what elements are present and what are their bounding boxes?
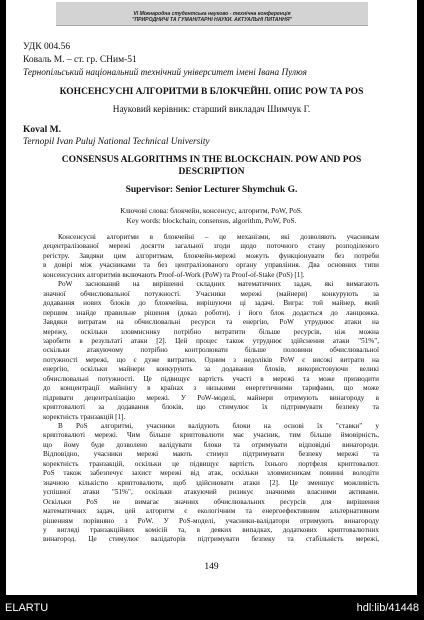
supervisor-en: Supervisor: Senior Lecturer Shymchuk G. bbox=[125, 185, 298, 195]
body-line: PoW заснований на вирішенні складних математичних задач, які вимагають bbox=[58, 280, 379, 289]
body-line: у вигляді транзакційних комісій та, в деяких випадках, додаткових криптовалютних bbox=[43, 525, 379, 534]
body-line: заробити в результаті атаки [2]. Цей процес також утруднює здійснення атаки "51%", bbox=[43, 336, 379, 345]
body-line: коректність транзакцій, оскільки це підвищує вартість їхнього портфеля криптовалют. bbox=[43, 459, 379, 468]
body-line: підривати децентралізацію мережі. У PoW-моделі, майнери отримують винагороду в bbox=[43, 393, 379, 402]
author-en: Koval M. bbox=[23, 125, 61, 135]
body-line: консенсусних алгоритмів включають Proof-of-Work (PoW) та Proof-of-Stake (PoS) [1]. bbox=[43, 270, 305, 279]
conference-header bbox=[56, 2, 368, 26]
body-line: Завдяки витратам на обчислювальні ресурси та енергію, PoW утруднює атаки на bbox=[43, 318, 379, 327]
body-line: децентралізованої мережі досягти загальної згоди щодо поточного стану розподіленого bbox=[43, 242, 379, 251]
conference-subtitle: "ПРИРОДНИЧІ ТА ГУМАНІТАРНІ НАУКИ. АКТУАЛЬНІ ПИТАННЯ" bbox=[132, 17, 292, 23]
body-line: мережу, оскільки зловмиснику потрібно витратити більше ресурсів, ніж можна bbox=[43, 327, 379, 336]
title-en-line1: CONSENSUS ALGORITHMS IN THE BLOCKCHAIN. POW AND POS bbox=[61, 155, 362, 165]
body-line: В PoS алгоритмі, учасники валідують блоки на основі їх "ставки" у bbox=[58, 422, 379, 430]
body-line: математичних задач, цей алгоритм є екологічним та енергоефективним альтернативним bbox=[43, 507, 379, 516]
footer-bar bbox=[0, 595, 424, 620]
body-line: рішенням порівняно з PoW. У PoS-моделі, учасники-валідатори отримують винагороду bbox=[43, 516, 379, 525]
title-en-line2: DESCRIPTION bbox=[178, 167, 245, 177]
document-page bbox=[6, 0, 417, 595]
body-line: обчислювальні потужності. Це підвищує вартість участі в мережі та може призводити bbox=[43, 374, 379, 383]
body-line: до концентрації майнінгу в країнах з низькими енергетичними тарифами, що може bbox=[43, 384, 379, 393]
conference-name: VI Міжнародна студентська науково - технічна конференція bbox=[133, 11, 291, 17]
body-line: Консенсусні алгоритми в блокчейні – це механізми, які дозволяють учасникам bbox=[58, 233, 379, 241]
body-line: винагород. Це стимулює валідаторів підтримувати безпеку та стабільність мережі, bbox=[43, 535, 379, 544]
body-line: коректність транзакцій [1]. bbox=[43, 412, 126, 421]
body-line: регістру. Завдяки цим алгоритмам, блокчейн-мережі можуть функціонувати без потреби bbox=[43, 251, 379, 260]
body-line: Оскільки PoS не вимагає значних обчислювальних ресурсів для вирішення bbox=[43, 497, 379, 506]
body-line: значної обчислювальної потужності. Учасники мережі (майнери) конкурують за bbox=[43, 289, 379, 298]
body-line: оскільки атакуючому потрібно контролювати більше половини обчислювальної bbox=[43, 346, 379, 355]
repository-name: ELARTU bbox=[5, 602, 49, 614]
affiliation-ua: Тернопільський національний технічний університет імені Івана Пулюя bbox=[23, 68, 307, 78]
body-line: PoS також забезпечує захист мережі від атак, оскільки зловмисникам повинні володіти bbox=[43, 469, 379, 478]
title-ua: КОНСЕНСУСНІ АЛГОРИТМИ В БЛОКЧЕЙНІ. ОПИС POW ТА POS bbox=[59, 87, 364, 97]
body-line: що йому буде дозволено валідувати блоки та отримувати відповідні винагороди. bbox=[43, 440, 379, 449]
affiliation-en: Ternopil Ivan Puluj National Technical University bbox=[23, 137, 210, 147]
body-line: криптовалюті за додавання блоків, що стимулює їх підтримувати безпеку та bbox=[43, 403, 379, 412]
page-number: 149 bbox=[204, 562, 219, 572]
keywords-ua: Ключові слова: блокчейн, консенсус, алгоритм, PoW, PoS. bbox=[120, 206, 303, 215]
body-line: додавання нових блоків до блокчейна, вирішуючи ці задачі. Вигра: той майнер, який bbox=[43, 299, 379, 308]
body-line: успішної атаки "51%", оскільки атакуючий ризикує значними власними активами. bbox=[43, 488, 379, 497]
author-ua: Коваль М. – ст. гр. СНим-51 bbox=[23, 55, 137, 65]
udc-code: УДК 004.56 bbox=[23, 42, 71, 52]
body-line: енергію, оскільки майнери конкурують за додавання блоків, використовуючи великі bbox=[43, 365, 379, 374]
body-line: значною кількістю криптовалюти, щоб здійснювати атаки [2]. Це зменшує можливість bbox=[43, 478, 379, 487]
keywords-en: Key words: blockchain, consensus, algorithm, PoW, PoS. bbox=[126, 216, 297, 225]
supervisor-ua: Науковий керівник: старший викладач Шимчук Г. bbox=[112, 105, 311, 115]
body-line: Відповідно, учасники мережі мають стимул підтримувати безпеку мережі та bbox=[43, 450, 379, 459]
handle-id: hdl:lib/41448 bbox=[356, 602, 419, 614]
body-line: криптовалюті мережі. Чим більше криптовалюти має учасник, тим більше ймовірність, bbox=[43, 431, 379, 440]
body-line: потужності мережі, що є дуже витратно. Одним з недоліків PoW є високі витрати на bbox=[43, 355, 379, 364]
body-line: в довірі між учасниками та без централізованого органу управління. Два основних типи bbox=[43, 261, 379, 270]
body-line: першим знайде правильне рішення (доказ роботи), і його блок додається до ланцюжка. bbox=[43, 308, 379, 317]
